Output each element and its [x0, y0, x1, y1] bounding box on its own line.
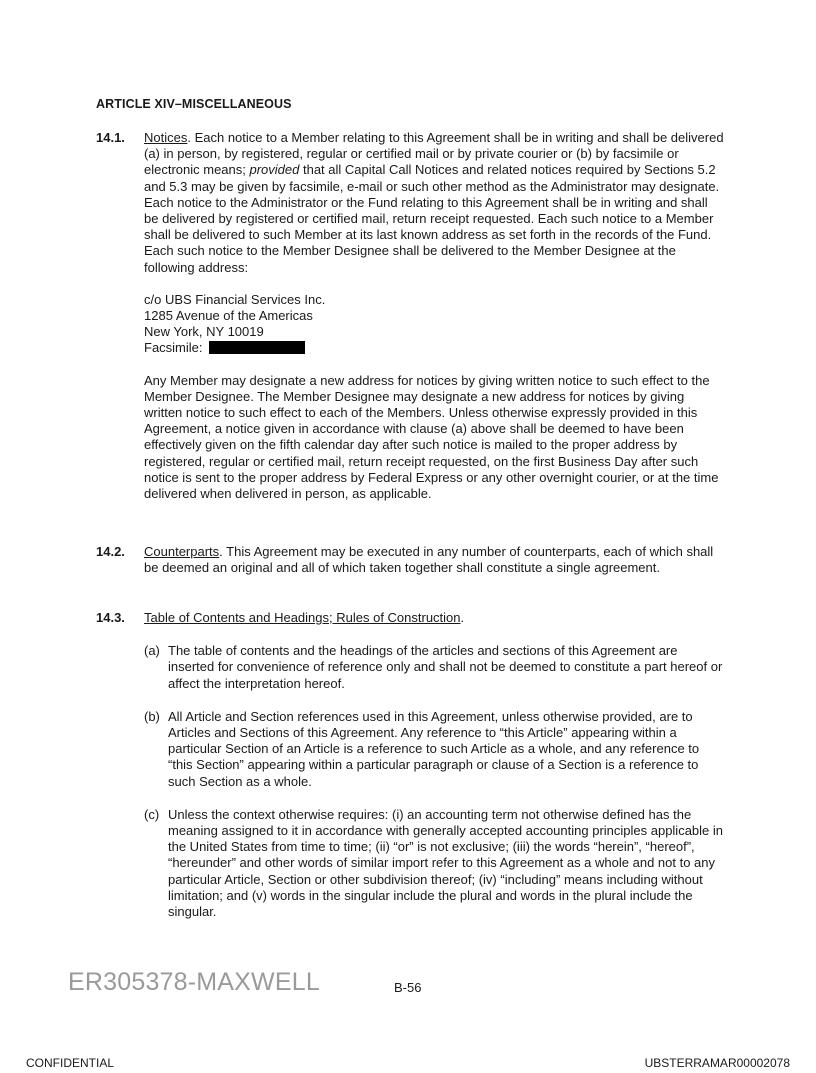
clause-label: (b) [144, 708, 160, 724]
section-body [144, 610, 724, 626]
article-heading: ARTICLE XIV–MISCELLANEOUS [96, 97, 292, 111]
page-number: B-56 [394, 980, 422, 995]
document-id: UBSTERRAMAR00002078 [644, 1056, 790, 1070]
section-heading [144, 610, 724, 626]
redaction-box [209, 341, 305, 354]
notices-paragraph [144, 130, 724, 276]
designee-address [144, 292, 724, 357]
section-number: 14.1. [96, 130, 125, 145]
paragraph-text: . Each notice to a Member relating to this Agreement shall be in writing and shall be delivered (a) in person, by registered, regular or certified mail or by private courier or (b) by facsimile or electronic means; [144, 130, 724, 178]
section-body [144, 130, 724, 502]
facsimile-line [144, 340, 724, 356]
counterparts-paragraph [144, 544, 724, 576]
section-body [144, 544, 724, 576]
heading-period: . [460, 610, 465, 625]
clause-label: (c) [144, 806, 160, 822]
clause-a [144, 643, 724, 692]
section-14-3 [96, 610, 724, 920]
address-line: New York, NY 10019 [144, 324, 264, 340]
paragraph-text: that all Capital Call Notices and related notices required by Sections 5.2 and 5.3 may be given by facsimile, e-mail or such other method as the Administrator may designate. Each notice to the Administrator or the Fund relating to this Agreement shall be in writing and shall be delivered by registered or certified mail, return receipt requested. Each such notice to a Member shall be delivered to such Member at its last known address as set forth in the records of the Fund. Each such notice to the Member Designee shall be delivered to the Member Designee at the following address: [144, 162, 720, 275]
section-title: Notices [144, 130, 188, 145]
facsimile-label: Facsimile: [144, 340, 203, 356]
section-number: 14.2. [96, 544, 125, 559]
address-line: c/o UBS Financial Services Inc. [144, 291, 326, 307]
section-title: Counterparts [144, 544, 220, 559]
confidential-label: CONFIDENTIAL [26, 1056, 115, 1070]
section-title: Table of Contents and Headings; Rules of Construction [144, 610, 461, 625]
subclauses [96, 643, 724, 920]
section-number: 14.3. [96, 610, 125, 625]
clause-b [144, 709, 724, 790]
bates-watermark: ER305378-MAXWELL [68, 968, 320, 996]
address-line: 1285 Avenue of the Americas [144, 308, 313, 324]
clause-text: The table of contents and the headings of the articles and sections of this Agreement are inserted for convenience of reference only and shall not be deemed to constitute a part hereof or affect the interpretation hereof. [168, 643, 723, 691]
clause-text: All Article and Section references used in this Agreement, unless otherwise provided, are to Articles and Sections of this Agreement. Any reference to “this Article” appearing within a particular Section of an Article is a reference to such Article as a whole, and any reference to “this Section” appearing within a particular paragraph or clause of a Section is a reference to such Section as a whole. [168, 708, 700, 789]
section-14-1 [96, 130, 724, 502]
clause-c [144, 807, 724, 920]
clause-text: Unless the context otherwise requires: (i) an accounting term not otherwise defined has the meaning assigned to it in accordance with generally accepted accounting principles applicable in the United States from time to time; (ii) “or” is not exclusive; (iii) the words “herein”, “hereof”, “hereunder” and other words of similar import refer to this Agreement as a whole and not to any particular Article, Section or other subdivision thereof; (iv) “including” means including without limitation; and (v) words in the singular include the plural and words in the plural include the singular. [168, 806, 724, 920]
section-14-2 [96, 544, 724, 576]
clause-label: (a) [144, 643, 160, 659]
provided-term: provided [249, 162, 300, 178]
change-address-paragraph: Any Member may designate a new address for notices by giving written notice to such effect to the Member Designee. The Member Designee may designate a new address for notices by giving written notice to such effect to each of the Members. Unless otherwise expressly provided in this Agreement, a notice given in accordance with clause (a) above shall be deemed to have been effectively given on the fifth calendar day after such notice is mailed to the proper address by registered, regular or certified mail, return receipt requested, on the first Business Day after such notice is sent to the proper address by Federal Express or any other overnight courier, or at the time delivered when delivered in person, as applicable. [144, 372, 719, 502]
paragraph-text: . This Agreement may be executed in any number of counterparts, each of which shall be deemed an original and all of which taken together shall constitute a single agreement. [144, 544, 714, 576]
